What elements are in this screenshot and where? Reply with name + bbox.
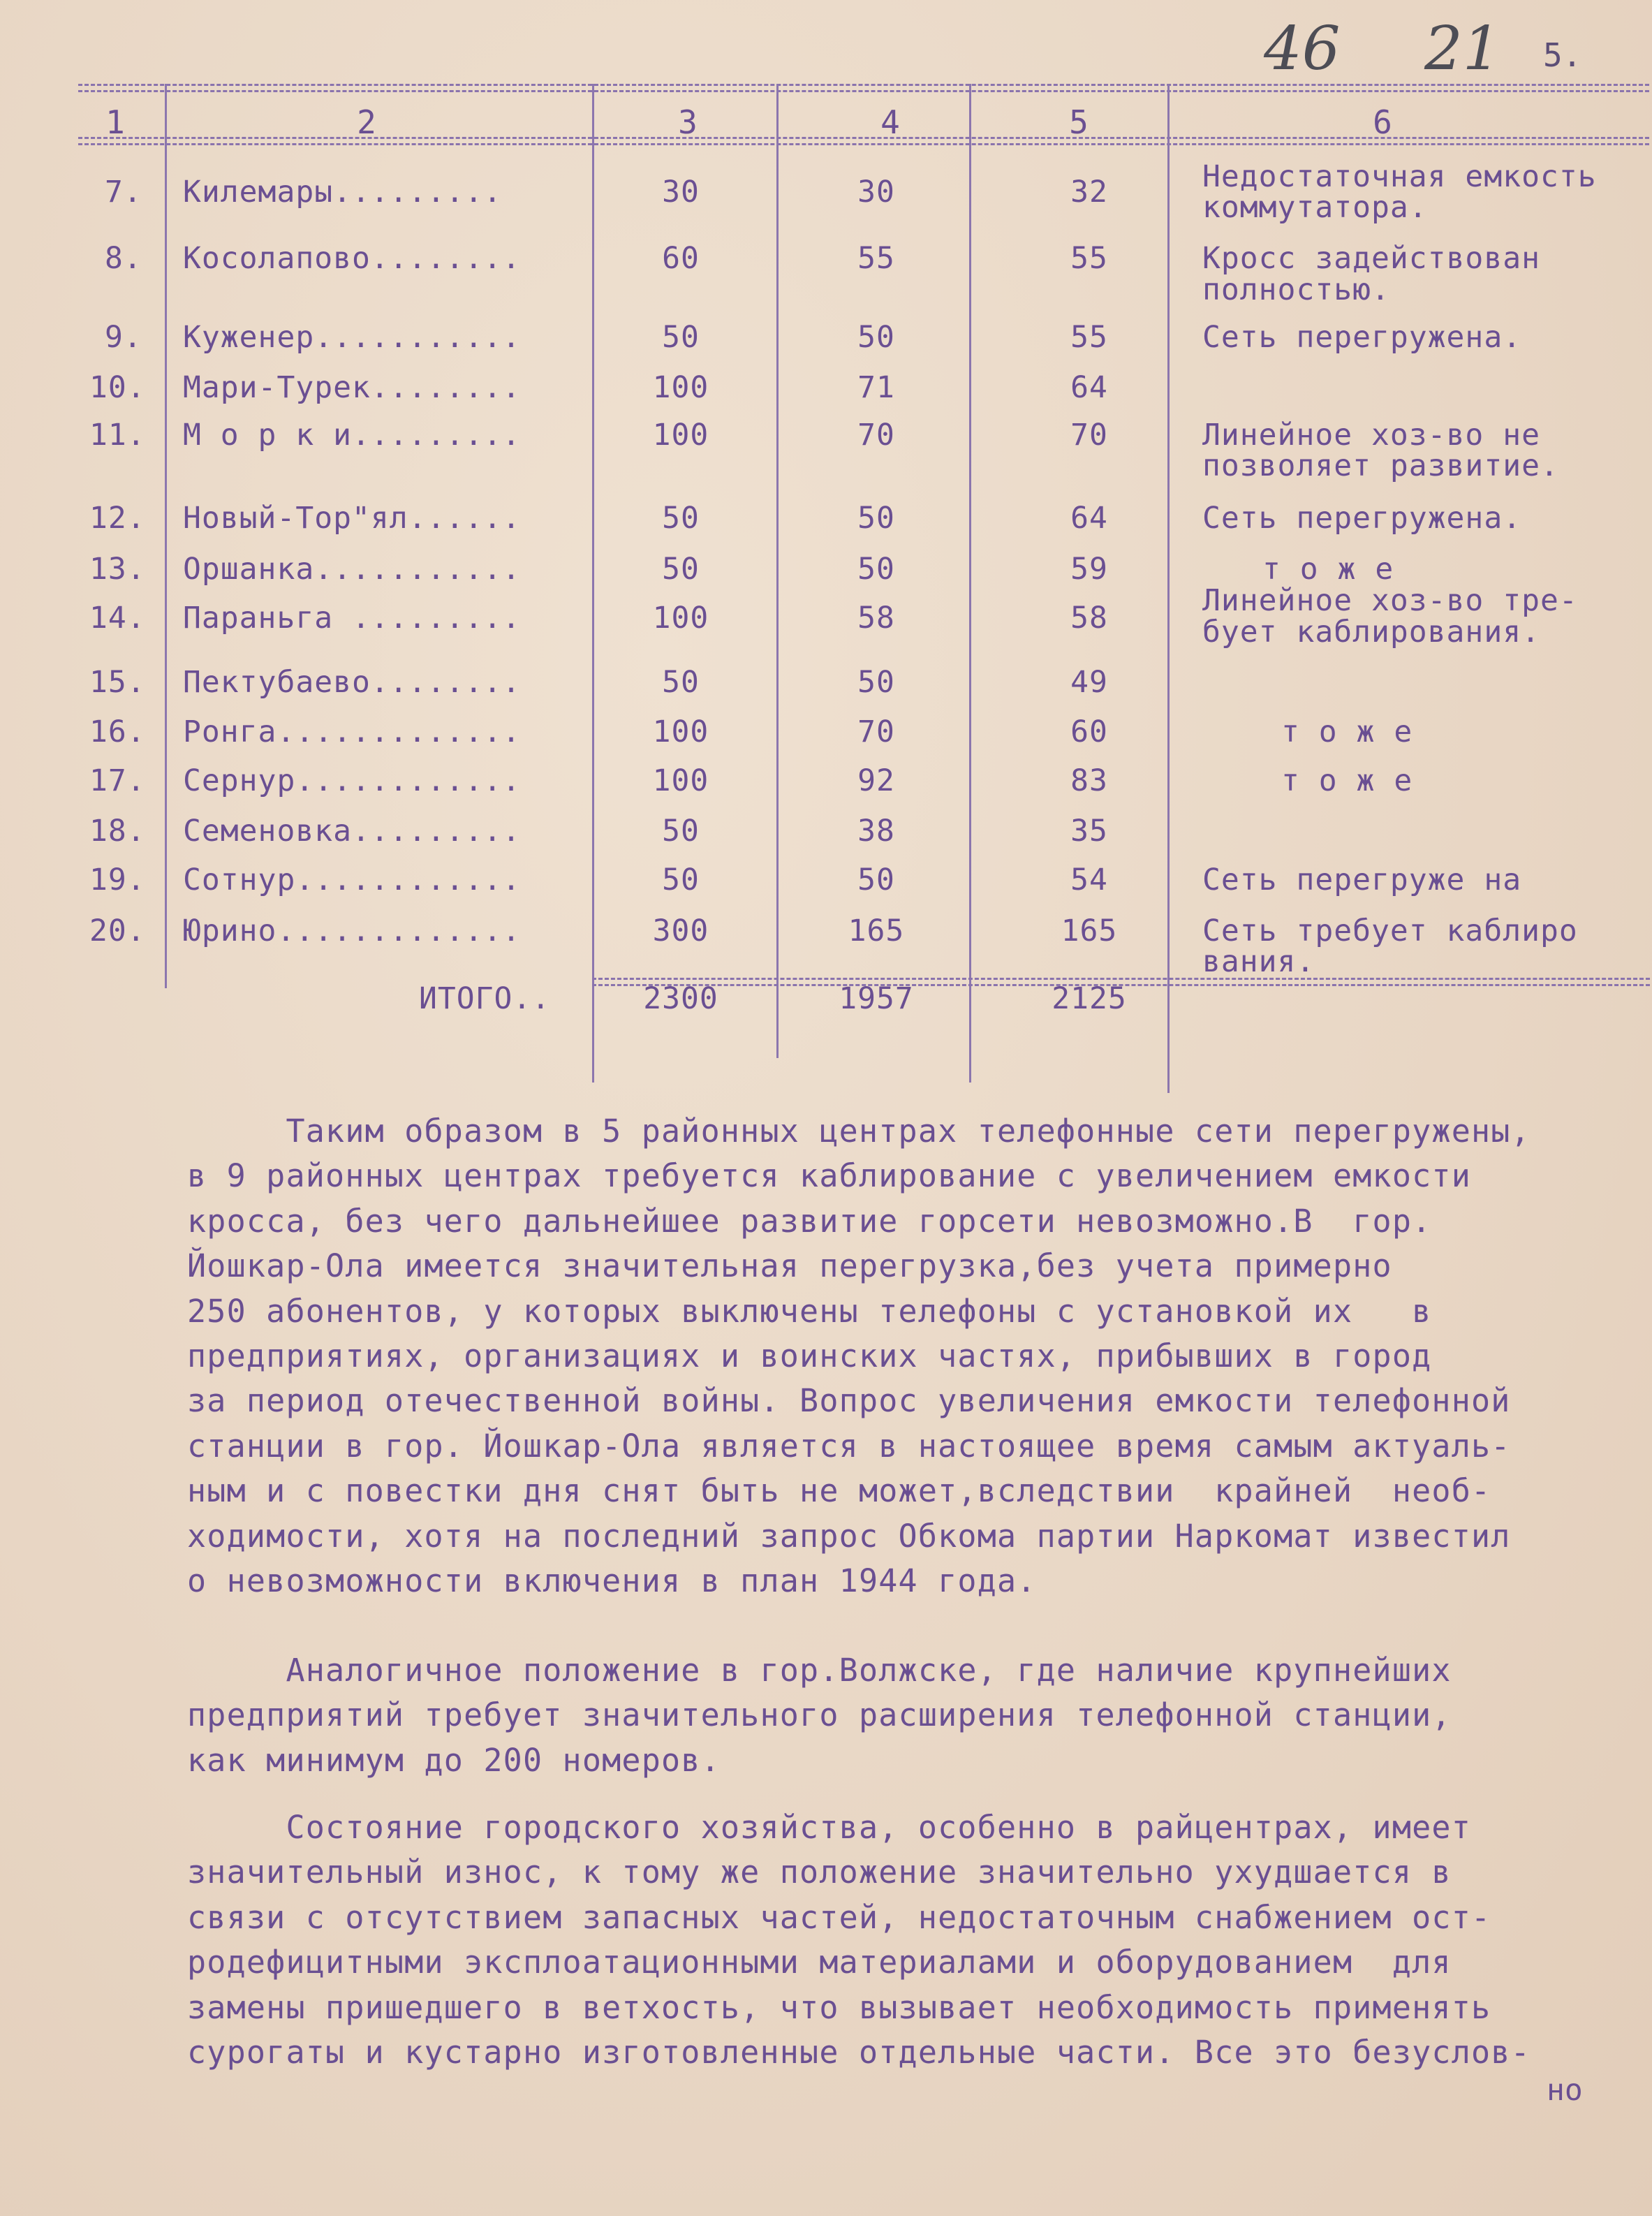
value-col3: 100 [652, 714, 709, 749]
value-col5: 32 [1070, 175, 1108, 210]
district-name: Косолапово........ [183, 241, 521, 276]
value-col3: 50 [662, 863, 700, 897]
body-paragraph: Состояние городского хозяйства, особенно в райцентрах, имеет значительный износ, к тому же положение значительно ухудшается в связи с отсутствием запасных частей, недостаточным снабжением ост- родефицитными эксплоатационными материалами и оборудованием для замены пришедшего в ветхость, что вызывает необходимость применять сурогаты и кустарно изготовленные отдельные части. Все это безуслов- [187, 1809, 1531, 2071]
district-name: Семеновка......... [183, 814, 521, 849]
column-divider [776, 84, 779, 1058]
handwritten-archive-number: 46 [1264, 14, 1341, 84]
value-col3: 100 [652, 601, 709, 636]
row-number: 17. [89, 763, 146, 798]
value-col5: 83 [1070, 763, 1108, 798]
district-name: Сернур............ [183, 763, 521, 798]
district-name: Оршанка........... [183, 552, 521, 587]
value-col3: 50 [662, 501, 700, 536]
total-col4: 1957 [839, 981, 914, 1016]
value-col5: 49 [1070, 665, 1108, 700]
handwritten-sheet-number: 21 [1424, 14, 1501, 84]
row-number: 8. [105, 241, 142, 276]
body-paragraph: Таким образом в 5 районных центрах телефонные сети перегружены, в 9 районных центрах требуется каблирование с увеличением емкости кросса, без чего дальнейшее развитие горсети невозможно.В гор. Йошкар-Ола имеется значительная перегрузка,без учета примерно 250 абонентов, у которых выключены телефоны с установкой их в предприятиях, организациях и воинских частях, прибывших в город за период отечественной войны. Вопрос увеличения емкости телефонной станции в гор. Йошкар-Ола является в настоящее время самым актуаль- ным и с повестки дня снят быть не может,вследствии крайней необ- ходимости, хотя на последний запрос Обкома партии Наркомат известил о невозможности включения в план 1944 года. [187, 1113, 1531, 1600]
row-number: 7. [105, 175, 142, 210]
value-col4: 30 [857, 175, 895, 210]
value-col4: 92 [857, 763, 895, 798]
value-col5: 64 [1070, 501, 1108, 536]
value-col3: 50 [662, 320, 700, 355]
value-col5: 59 [1070, 552, 1108, 587]
column-header: 3 [678, 103, 698, 141]
value-col5: 64 [1070, 370, 1108, 405]
total-label: ИТОГО.. [419, 981, 551, 1016]
value-col4: 165 [848, 913, 905, 948]
column-divider [592, 84, 594, 1083]
note-line: Кросс задействован [1202, 241, 1540, 276]
value-col3: 60 [662, 241, 700, 276]
row-number: 15. [89, 665, 146, 700]
value-col5: 58 [1070, 601, 1108, 636]
row-number: 9. [105, 320, 142, 355]
value-col5: 60 [1070, 714, 1108, 749]
value-col3: 50 [662, 552, 700, 587]
district-name: Сотнур............ [183, 863, 521, 897]
note-ditto: т о ж е [1281, 763, 1413, 798]
value-col5: 55 [1070, 241, 1108, 276]
value-col5: 70 [1070, 418, 1108, 453]
value-col5: 165 [1061, 913, 1118, 948]
district-name: Килемары......... [183, 175, 503, 210]
value-col4: 71 [857, 370, 895, 405]
row-number: 14. [89, 601, 146, 636]
value-col3: 30 [662, 175, 700, 210]
column-divider [969, 84, 971, 1083]
district-name: Юрино............. [183, 913, 521, 948]
note-line: бует каблирования. [1202, 615, 1540, 650]
note-line: Сеть перегружена. [1202, 501, 1522, 536]
value-col4: 50 [857, 320, 895, 355]
row-number: 16. [89, 714, 146, 749]
value-col4: 70 [857, 418, 895, 453]
column-header: 5 [1069, 103, 1089, 141]
district-name: Новый-Тор"ял...... [183, 501, 521, 536]
body-paragraph: Аналогичное положение в гор.Волжске, где наличие крупнейших предприятий требует значительного расширения телефонной станции, как минимум до 200 номеров. [187, 1652, 1452, 1779]
district-name: Ронга............. [183, 714, 521, 749]
district-name: М о р к и......... [183, 418, 521, 453]
value-col3: 100 [652, 763, 709, 798]
note-line: Недостаточная емкость [1202, 159, 1597, 194]
column-header: 1 [105, 103, 125, 141]
note-line: Сеть перегруже на [1202, 863, 1522, 897]
note-line: коммутатора. [1202, 190, 1428, 225]
table-top-rule [78, 84, 1649, 86]
column-header: 6 [1373, 103, 1392, 141]
value-col4: 58 [857, 601, 895, 636]
value-col5: 35 [1070, 814, 1108, 849]
note-line: позволяет развитие. [1202, 448, 1559, 483]
row-number: 18. [89, 814, 146, 849]
column-divider [165, 84, 167, 988]
continuation-text: но [1547, 2073, 1583, 2108]
value-col4: 70 [857, 714, 895, 749]
value-col3: 100 [652, 370, 709, 405]
note-line: полностью. [1202, 272, 1390, 307]
district-name: Параньга ......... [183, 601, 521, 636]
note-line: Сеть требует каблиро [1202, 913, 1578, 948]
value-col4: 50 [857, 863, 895, 897]
row-number: 20. [89, 913, 146, 948]
district-name: Куженер........... [183, 320, 521, 355]
value-col4: 55 [857, 241, 895, 276]
value-col3: 300 [652, 913, 709, 948]
value-col4: 50 [857, 501, 895, 536]
table-header-rule [78, 137, 1649, 139]
row-number: 11. [89, 418, 146, 453]
page-number: 5. [1543, 36, 1582, 74]
total-col3: 2300 [643, 981, 718, 1016]
column-divider [1167, 84, 1170, 1093]
row-number: 13. [89, 552, 146, 587]
note-line: Линейное хоз-во тре- [1202, 583, 1578, 618]
column-header: 4 [880, 103, 900, 141]
row-number: 10. [89, 370, 146, 405]
note-ditto: т о ж е [1281, 714, 1413, 749]
district-name: Мари-Турек........ [183, 370, 521, 405]
value-col5: 54 [1070, 863, 1108, 897]
value-col3: 50 [662, 814, 700, 849]
value-col3: 50 [662, 665, 700, 700]
value-col3: 100 [652, 418, 709, 453]
note-line: Линейное хоз-во не [1202, 418, 1540, 453]
row-number: 12. [89, 501, 146, 536]
note-ditto: т о ж е [1262, 552, 1394, 587]
value-col4: 38 [857, 814, 895, 849]
total-rule [592, 978, 1650, 980]
column-header: 2 [357, 103, 376, 141]
note-line: вания. [1202, 944, 1315, 979]
value-col4: 50 [857, 665, 895, 700]
value-col5: 55 [1070, 320, 1108, 355]
total-col5: 2125 [1052, 981, 1127, 1016]
row-number: 19. [89, 863, 146, 897]
value-col4: 50 [857, 552, 895, 587]
district-name: Пектубаево........ [183, 665, 521, 700]
note-line: Сеть перегружена. [1202, 320, 1522, 355]
